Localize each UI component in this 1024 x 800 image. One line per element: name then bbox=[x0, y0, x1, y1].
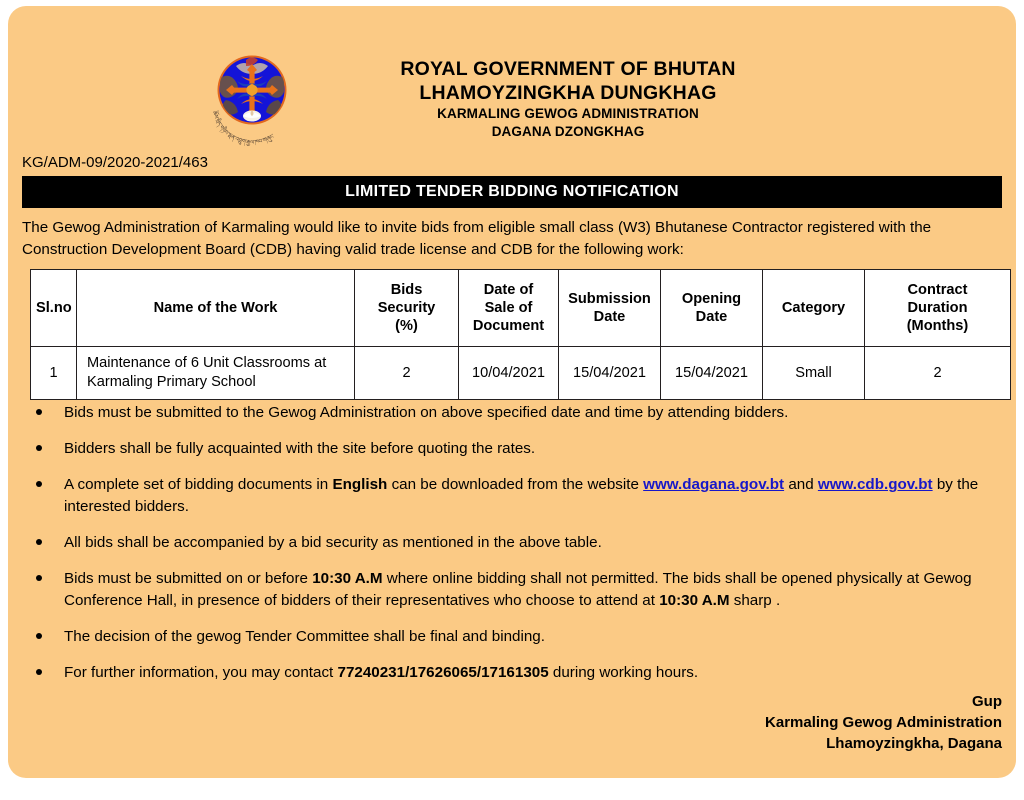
header-text-line: Document bbox=[472, 318, 545, 334]
notification-title: LIMITED TENDER BIDDING NOTIFICATION bbox=[345, 183, 679, 200]
website-link[interactable]: www.dagana.gov.bt bbox=[643, 476, 785, 493]
organisation-titles bbox=[308, 58, 828, 141]
header-text: Name of the Work bbox=[153, 300, 278, 316]
bullet-dot-icon bbox=[36, 575, 42, 581]
org-line-dungkhag: LHAMOYZINGKHA DUNGKHAG bbox=[419, 82, 717, 104]
notification-page bbox=[8, 6, 1016, 778]
bullet-text: Bidders shall be fully acquainted with the site before quoting the rates. bbox=[64, 440, 536, 457]
table-header-row bbox=[31, 270, 1011, 347]
bullet-bidding-documents bbox=[30, 474, 1012, 518]
bullet-dot-icon bbox=[36, 445, 42, 451]
royal-government-of-bhutan-emblem-icon bbox=[206, 48, 298, 146]
signature-designation: Gup bbox=[972, 693, 1002, 710]
bullet-bid-security bbox=[30, 532, 1012, 554]
header-text-line: Bids bbox=[390, 282, 423, 298]
bullet-text: All bids shall be accompanied by a bid security as mentioned in the above table. bbox=[64, 534, 602, 551]
bullet-text: The decision of the gewog Tender Committee shall be final and binding. bbox=[64, 628, 545, 645]
cell-submission-date: 15/04/2021 bbox=[559, 347, 661, 400]
bullet-dot-icon bbox=[36, 481, 42, 487]
bullet-text: by the interested bidders. bbox=[64, 476, 979, 515]
bullet-text: and bbox=[784, 476, 818, 493]
bullet-text: Bids must be submitted to the Gewog Administration on above specified date and time by attending bidders. bbox=[64, 404, 789, 421]
emphasis-text: 10:30 A.M bbox=[312, 570, 383, 587]
header-text-line: Date of bbox=[483, 282, 534, 298]
header-text-line: Duration bbox=[907, 300, 968, 316]
document-header bbox=[8, 42, 1016, 146]
cell-name-of-work: Maintenance of 6 Unit Classrooms at Karmaling Primary School bbox=[77, 347, 355, 400]
bullet-text: can be downloaded from the website bbox=[387, 476, 644, 493]
cell-bids-security: 2 bbox=[355, 347, 459, 400]
bullet-dot-icon bbox=[36, 409, 42, 415]
header-text-line: Date bbox=[593, 309, 626, 325]
header-text-line: Date bbox=[695, 309, 728, 325]
table-header-date-of-sale bbox=[459, 270, 559, 347]
table-header-category bbox=[763, 270, 865, 347]
table-header-name-of-work bbox=[77, 270, 355, 347]
signature-block bbox=[765, 691, 1002, 754]
bullet-text: A complete set of bidding documents in bbox=[64, 476, 333, 493]
signature-office: Karmaling Gewog Administration bbox=[765, 714, 1002, 731]
bullet-text: Bids must be submitted on or before bbox=[64, 570, 313, 587]
cell-slno: 1 bbox=[31, 347, 77, 400]
table-row bbox=[31, 347, 1011, 400]
bullet-site-acquaintance bbox=[30, 438, 1012, 460]
cell-opening-date: 15/04/2021 bbox=[661, 347, 763, 400]
header-text-line: Security bbox=[377, 300, 436, 316]
bullet-text: sharp . bbox=[729, 592, 781, 609]
bullet-deadline-and-opening bbox=[30, 568, 1012, 612]
bullet-text: For further information, you may contact bbox=[64, 664, 338, 681]
header-text-line: Submission bbox=[568, 291, 651, 307]
bullet-dot-icon bbox=[36, 633, 42, 639]
bullet-tender-committee-decision bbox=[30, 626, 1012, 648]
table-header-bids-security bbox=[355, 270, 459, 347]
svg-text:ཆོས་སྲིད་གཉིས་ལྡན་འབྲུག་རྒྱལ་ཁ: ཆོས་སྲིད་གཉིས་ལྡན་འབྲུག་རྒྱལ་ཁབ་གཞུང་ bbox=[210, 110, 276, 146]
header-text-line: Sale of bbox=[484, 300, 533, 316]
bullet-dot-icon bbox=[36, 539, 42, 545]
header-text-line: (Months) bbox=[906, 318, 969, 334]
bullet-text: where online bidding shall not permitted. The bids shall be opened physically at Gewog Conference Hall, in presence of bidders of their representatives who choose to attend at bbox=[64, 570, 972, 609]
org-line-royal-government: ROYAL GOVERNMENT OF BHUTAN bbox=[400, 58, 736, 80]
conditions-bullet-list bbox=[30, 402, 1012, 698]
website-link[interactable]: www.cdb.gov.bt bbox=[817, 476, 933, 493]
table-header-opening-date bbox=[661, 270, 763, 347]
emphasis-text: 10:30 A.M bbox=[659, 592, 730, 609]
tender-details-table bbox=[30, 269, 1011, 400]
emphasis-text: 77240231/17626065/17161305 bbox=[337, 664, 549, 681]
org-line-gewog-administration: KARMALING GEWOG ADMINISTRATION bbox=[437, 106, 699, 121]
notification-title-bar bbox=[22, 176, 1002, 208]
cell-date-of-sale: 10/04/2021 bbox=[459, 347, 559, 400]
intro-paragraph: The Gewog Administration of Karmaling would like to invite bids from eligible small class (W3) Bhutanese Contractor registered with the Construction Development Board (CDB) having valid trade license and CDB for the following work: bbox=[22, 219, 932, 258]
bullet-text: during working hours. bbox=[548, 664, 699, 681]
table-header-slno bbox=[31, 270, 77, 347]
cell-category: Small bbox=[763, 347, 865, 400]
header-text-line: Contract bbox=[907, 282, 968, 298]
header-text: Sl.no bbox=[36, 300, 72, 316]
cell-contract-duration: 2 bbox=[865, 347, 1011, 400]
table-header-contract-duration bbox=[865, 270, 1011, 347]
reference-number: KG/ADM-09/2020-2021/463 bbox=[22, 154, 208, 171]
emphasis-text: English bbox=[332, 476, 388, 493]
bullet-submission-in-person bbox=[30, 402, 1012, 424]
header-text-line: Opening bbox=[681, 291, 742, 307]
bullet-contact-information bbox=[30, 662, 1012, 684]
table-header-submission-date bbox=[559, 270, 661, 347]
bullet-dot-icon bbox=[36, 669, 42, 675]
header-text-line: (%) bbox=[395, 318, 418, 334]
org-line-dzongkhag: DAGANA DZONGKHAG bbox=[491, 124, 645, 139]
signature-location: Lhamoyzingkha, Dagana bbox=[826, 735, 1002, 752]
header-text: Category bbox=[781, 300, 846, 316]
